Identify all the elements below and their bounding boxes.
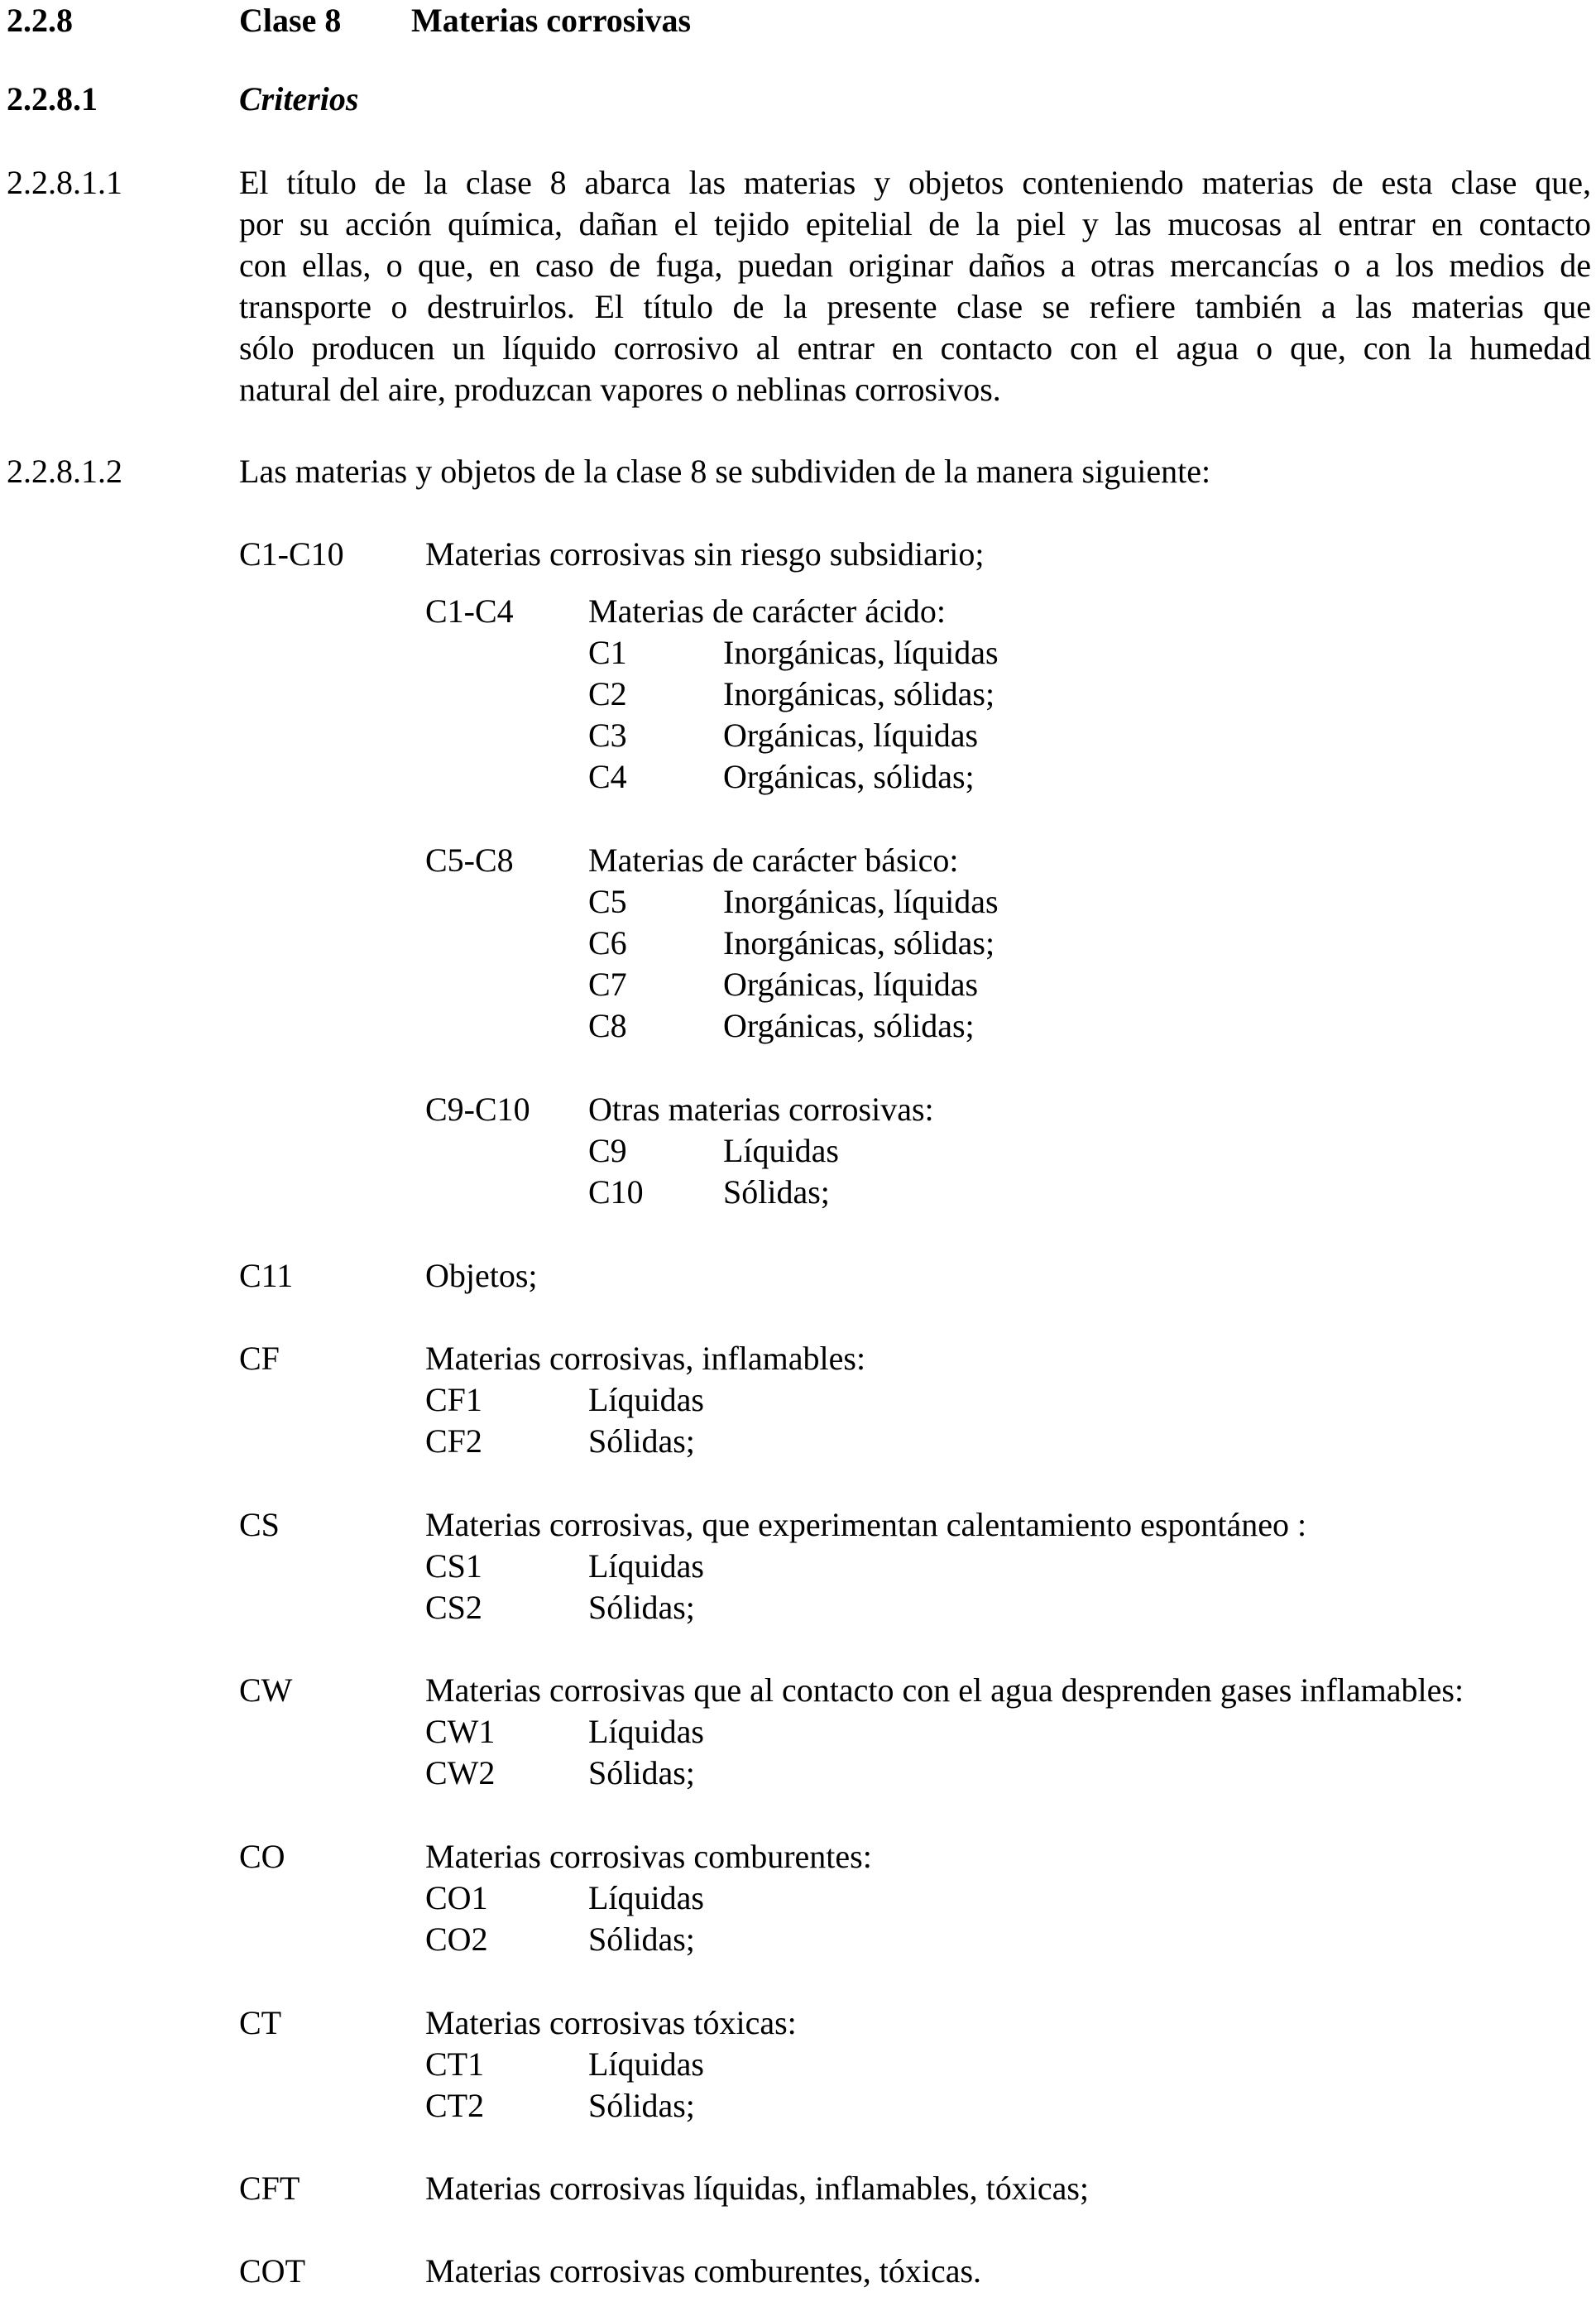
subsection-number: 2.2.8.1 (7, 80, 98, 117)
group-code: C5-C8 (425, 842, 514, 879)
item-desc: Líquidas (588, 1879, 704, 1916)
paragraph-text (239, 162, 1591, 410)
item-desc: Líquidas (588, 2045, 704, 2083)
item-code: C2 (588, 675, 627, 712)
item-code: C3 (588, 717, 627, 754)
division-code: CF (239, 1340, 280, 1377)
item-code: CW2 (425, 1754, 496, 1791)
item-code: C10 (588, 1173, 644, 1211)
division-desc: Materias corrosivas líquidas, inflamables, tóxicas; (425, 2170, 1090, 2207)
item-code: CO2 (425, 1921, 488, 1958)
paragraph-line: transporte o destruirlos. El título de la presente clase se refiere también a las materias que (239, 288, 1591, 325)
item-desc: Orgánicas, sólidas; (723, 758, 975, 795)
paragraph-number: 2.2.8.1.1 (7, 164, 122, 201)
division-code: C1-C10 (239, 535, 344, 573)
class-label: Clase 8 (239, 2, 342, 39)
item-code: CS2 (425, 1589, 482, 1626)
item-desc: Orgánicas, sólidas; (723, 1007, 975, 1044)
group-desc: Otras materias corrosivas: (588, 1091, 934, 1128)
item-code: C6 (588, 924, 627, 961)
item-code: CT2 (425, 2087, 485, 2124)
division-code: COT (239, 2252, 305, 2290)
item-code: CF2 (425, 1422, 482, 1460)
paragraph-line: natural del aire, produzcan vapores o neblinas corrosivos. (239, 371, 1001, 408)
paragraph-line: El título de la clase 8 abarca las materias y objetos conteniendo materias de esta clase que, (239, 164, 1591, 201)
item-code: CW1 (425, 1713, 496, 1750)
item-desc: Sólidas; (588, 2087, 695, 2124)
item-code: C8 (588, 1007, 627, 1044)
item-desc: Líquidas (588, 1381, 704, 1418)
division-desc: Materias corrosivas, inflamables: (425, 1340, 866, 1377)
division-code: C11 (239, 1257, 294, 1294)
paragraph-line: por su acción química, dañan el tejido epitelial de la piel y las mucosas al entrar en contacto (239, 205, 1591, 242)
item-desc: Líquidas (588, 1713, 704, 1750)
item-code: C9 (588, 1132, 627, 1169)
item-code: CT1 (425, 2045, 485, 2083)
item-desc: Orgánicas, líquidas (723, 717, 979, 754)
item-desc: Líquidas (723, 1132, 839, 1169)
subsection-title: Criterios (239, 80, 359, 117)
item-desc: Sólidas; (588, 1921, 695, 1958)
group-code: C1-C4 (425, 592, 514, 630)
item-code: C1 (588, 634, 627, 671)
division-code: CT (239, 2004, 282, 2041)
item-desc: Inorgánicas, líquidas (723, 883, 999, 920)
group-desc: Materias de carácter ácido: (588, 592, 946, 630)
item-desc: Sólidas; (588, 1589, 695, 1626)
item-desc: Inorgánicas, sólidas; (723, 675, 995, 712)
item-desc: Orgánicas, líquidas (723, 966, 979, 1003)
division-code: CFT (239, 2170, 300, 2207)
paragraph-line: sólo producen un líquido corrosivo al entrar en contacto con el agua o que, con la humedad (239, 329, 1591, 367)
group-desc: Materias de carácter básico: (588, 842, 959, 879)
item-code: C4 (588, 758, 627, 795)
item-code: CO1 (425, 1879, 488, 1916)
division-desc: Materias corrosivas, que experimentan calentamiento espontáneo : (425, 1506, 1307, 1543)
paragraph-number: 2.2.8.1.2 (7, 453, 122, 490)
division-desc: Materias corrosivas comburentes, tóxicas. (425, 2252, 982, 2290)
item-desc: Sólidas; (588, 1422, 695, 1460)
paragraph-text: Las materias y objetos de la clase 8 se subdividen de la manera siguiente: (239, 453, 1211, 490)
item-code: C7 (588, 966, 627, 1003)
division-desc: Materias corrosivas que al contacto con el agua desprenden gases inflamables: (425, 1671, 1464, 1709)
division-desc: Materias corrosivas sin riesgo subsidiario; (425, 535, 985, 573)
item-code: CF1 (425, 1381, 482, 1418)
division-desc: Objetos; (425, 1257, 538, 1294)
item-desc: Sólidas; (723, 1173, 830, 1211)
division-code: CS (239, 1506, 280, 1543)
division-code: CO (239, 1838, 285, 1875)
paragraph-line: con ellas, o que, en caso de fuga, puedan originar daños a otras mercancías o a los medios de (239, 247, 1591, 284)
item-desc: Líquidas (588, 1547, 704, 1585)
division-desc: Materias corrosivas comburentes: (425, 1838, 872, 1875)
item-desc: Inorgánicas, sólidas; (723, 924, 995, 961)
item-desc: Sólidas; (588, 1754, 695, 1791)
group-code: C9-C10 (425, 1091, 530, 1128)
section-title: Materias corrosivas (411, 2, 692, 39)
item-code: CS1 (425, 1547, 482, 1585)
section-number: 2.2.8 (7, 2, 73, 39)
division-desc: Materias corrosivas tóxicas: (425, 2004, 797, 2041)
item-desc: Inorgánicas, líquidas (723, 634, 999, 671)
item-code: C5 (588, 883, 627, 920)
division-code: CW (239, 1671, 293, 1709)
